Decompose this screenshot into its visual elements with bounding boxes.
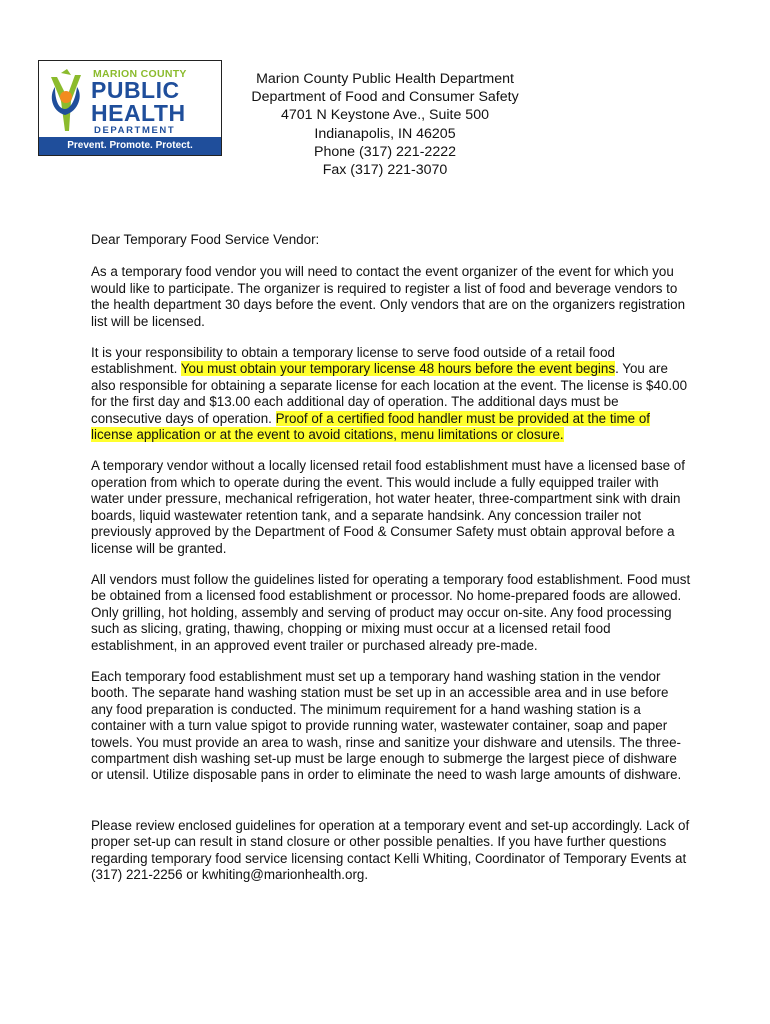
paragraph-registration: As a temporary food vendor you will need to contact the event organizer of the event for which you would like to participate. The organizer is required to register a list of food and beverage vendors to the health department 30 days before the event. Only vendors that are on the organizers registration list will be licensed.	[91, 264, 686, 329]
person-figure-icon	[45, 67, 89, 137]
highlight-food-handler: Proof of a certified food handler must be provided at the time of license application or at the event to avoid citations, menu limitations or closure.	[91, 410, 651, 443]
health-department-logo	[38, 60, 222, 156]
letterhead-phone: Phone (317) 221-2222	[314, 143, 456, 160]
letter-body	[91, 232, 691, 898]
highlight-48-hours: You must obtain your temporary license 48 hours before the event begins	[180, 361, 616, 377]
letterhead-street: 4701 N Keystone Ave., Suite 500	[281, 107, 489, 124]
license-text-start: It is your responsibility to obtain a temporary license to serve food outside of a retail food establishment.	[91, 345, 616, 377]
letterhead-fax: Fax (317) 221-3070	[322, 162, 448, 179]
letterhead-division: Department of Food and Consumer Safety	[251, 89, 519, 106]
salutation: Dear Temporary Food Service Vendor:	[91, 232, 320, 247]
paragraph-guidelines: All vendors must follow the guidelines listed for operating a temporary food establishment. Food must be obtained from a licensed food establishment or processor. No home-prepared foods are allowed. Only grilling, hot holding, assembly and serving of product may occur on-site. Any food processing such as slicing, grating, thawing, chopping or mixing must occur at a licensed retail food establishment, in an approved event trailer or purchased already pre-made.	[91, 571, 691, 653]
letterhead-city: Indianapolis, IN 46205	[314, 125, 456, 142]
logo-tagline: Prevent. Promote. Protect.	[39, 137, 221, 155]
letterhead-org: Marion County Public Health Department	[256, 71, 514, 87]
paragraph-license	[91, 345, 691, 443]
logo-county-text: MARION COUNTY	[93, 68, 187, 80]
paragraph-contact: Please review enclosed guidelines for operation at a temporary event and set-up accordingly. Lack of proper set-up can result in stand closure or other possible penalties. If you have further questions regarding temporary food service licensing contact Kelli Whiting, Coordinator of Temporary Events at (317) 221-2256 or kwhiting@marionhealth.org.	[91, 817, 690, 882]
paragraph-base-of-operation: A temporary vendor without a locally licensed retail food establishment must have a licensed base of operation from which to operate during the event. This would include a fully equipped trailer with water under pressure, mechanical refrigeration, hot water heater, three-compartment sink with drain boards, liquid wastewater retention tank, and a separate handsink. Any concession trailer not previously approved by the Department of Food & Consumer Safety must obtain approval before a license will be granted.	[91, 458, 685, 556]
license-text-middle: . You are also responsible for obtaining a separate license for each location at the event. The license is $40.00 for the first day and $13.00 each additional day of operation. The additional days must be consecutive days of operation.	[91, 361, 688, 426]
logo-health-text: HEALTH	[91, 100, 186, 126]
letterhead-address	[232, 70, 538, 179]
paragraph-hand-washing: Each temporary food establishment must set up a temporary hand washing station in the vendor booth. The separate hand washing station must be set up in an accessible area and in use before any food preparation is conducted. The minimum requirement for a hand washing station is a container with a turn value spigot to provide running water, wastewater container, soap and paper towels. You must provide an area to wash, rinse and sanitize your dishware and utensils. The three-compartment dish washing set-up must be large enough to submerge the largest piece of dishware or utensil. Utilize disposable pans in order to eliminate the need to wash large amounts of dishware.	[91, 668, 682, 783]
logo-department-text: DEPARTMENT	[94, 125, 176, 136]
logo-public-text: PUBLIC	[91, 77, 180, 103]
